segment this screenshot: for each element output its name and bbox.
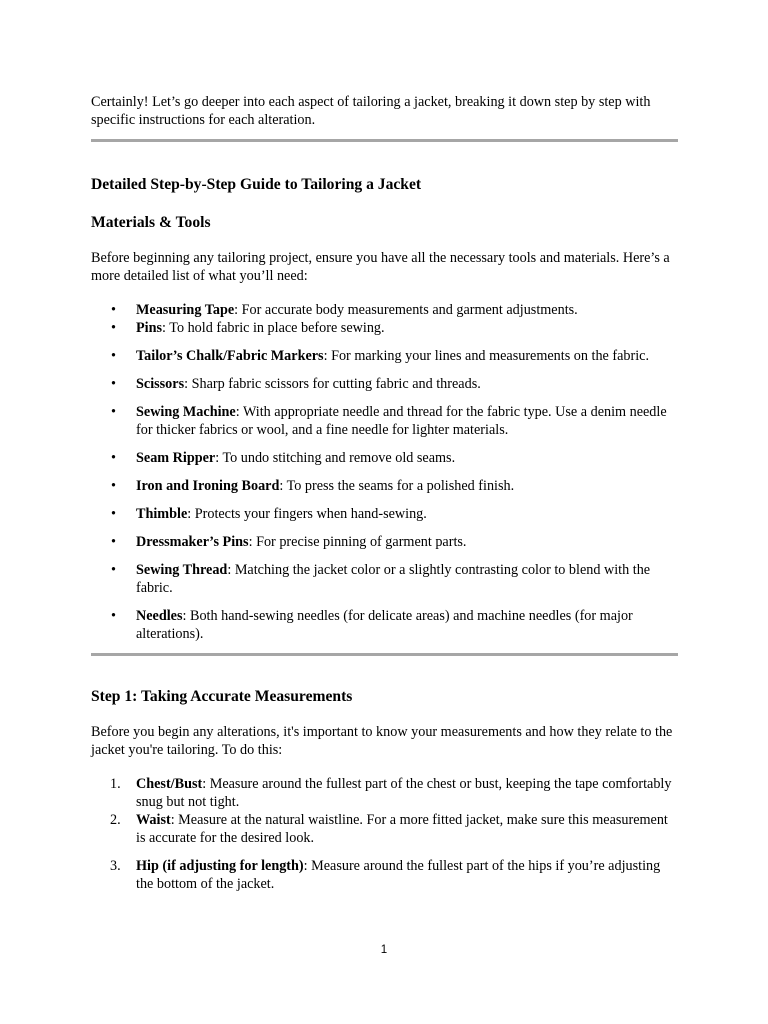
item-term: Scissors	[136, 376, 185, 392]
item-term: Sewing Thread	[136, 562, 228, 578]
item-desc: : For precise pinning of garment parts.	[248, 534, 467, 550]
materials-intro: Before beginning any tailoring project, ensure you have all the necessary tools and materials. Here’s a more detailed list of what you’ll need:	[91, 250, 670, 284]
item-desc: : For marking your lines and measurements on the fabric.	[323, 348, 650, 364]
item-term: Pins	[136, 320, 163, 336]
tools-list	[91, 301, 679, 643]
item-term: Seam Ripper	[136, 450, 216, 466]
item-desc: : With appropriate needle and thread for the fabric type. Use a denim needle for thicker fabrics or wool, and a fine needle for lighter materials.	[136, 404, 667, 438]
page-number: 1	[380, 944, 388, 956]
item-number: 3.	[110, 858, 121, 874]
bullet-icon: •	[111, 608, 116, 624]
list-item	[91, 857, 679, 893]
list-item	[91, 505, 679, 523]
item-number: 2.	[110, 812, 121, 828]
item-desc: : Sharp fabric scissors for cutting fabric and threads.	[184, 376, 481, 392]
step1-intro: Before you begin any alterations, it's important to know your measurements and how they relate to the jacket you're tailoring. To do this:	[91, 724, 673, 758]
bullet-icon: •	[111, 562, 116, 578]
document-title: Detailed Step-by-Step Guide to Tailoring a Jacket	[91, 176, 422, 193]
item-desc: : Matching the jacket color or a slightly contrasting color to blend with the fabric.	[136, 562, 651, 596]
item-term: Waist	[136, 812, 171, 828]
list-item	[91, 477, 679, 495]
item-term: Chest/Bust	[136, 776, 203, 792]
item-desc: : Measure at the natural waistline. For a more fitted jacket, make sure this measurement is accurate for the desired look.	[136, 812, 668, 846]
item-term: Sewing Machine	[136, 404, 236, 420]
list-item	[91, 403, 679, 439]
measurements-list	[91, 775, 679, 893]
bullet-icon: •	[111, 348, 116, 364]
list-item	[91, 449, 679, 467]
bullet-icon: •	[111, 534, 116, 550]
list-item	[91, 775, 679, 811]
list-item	[91, 301, 679, 319]
list-item	[91, 561, 679, 597]
item-desc: : Measure around the fullest part of the hips if you’re adjusting the bottom of the jacket.	[136, 858, 661, 892]
bullet-icon: •	[111, 302, 116, 318]
item-term: Measuring Tape	[136, 302, 235, 318]
item-desc: : To hold fabric in place before sewing.	[162, 320, 385, 336]
step1-heading: Step 1: Taking Accurate Measurements	[91, 688, 353, 705]
materials-heading: Materials & Tools	[91, 214, 211, 231]
list-item	[91, 533, 679, 551]
bullet-icon: •	[111, 404, 116, 420]
bullet-icon: •	[111, 320, 116, 336]
intro-paragraph: Certainly! Let’s go deeper into each aspect of tailoring a jacket, breaking it down step by step with specific instructions for each alteration.	[91, 94, 651, 128]
item-term: Iron and Ironing Board	[136, 478, 280, 494]
horizontal-rule	[91, 653, 678, 656]
item-desc: : Both hand-sewing needles (for delicate areas) and machine needles (for major alterations).	[136, 608, 633, 642]
item-term: Dressmaker’s Pins	[136, 534, 249, 550]
item-term: Thimble	[136, 506, 188, 522]
item-desc: : Measure around the fullest part of the chest or bust, keeping the tape comfortably snug but not tight.	[136, 776, 672, 810]
bullet-icon: •	[111, 450, 116, 466]
document-page	[91, 93, 679, 893]
list-item	[91, 375, 679, 393]
item-desc: : To undo stitching and remove old seams.	[215, 450, 456, 466]
item-term: Needles	[136, 608, 183, 624]
list-item	[91, 319, 679, 337]
horizontal-rule	[91, 139, 678, 142]
item-desc: : Protects your fingers when hand-sewing.	[187, 506, 427, 522]
bullet-icon: •	[111, 478, 116, 494]
item-number: 1.	[110, 776, 121, 792]
list-item	[91, 347, 679, 365]
item-desc: : To press the seams for a polished finish.	[279, 478, 515, 494]
item-term: Hip (if adjusting for length)	[136, 858, 304, 874]
item-term: Tailor’s Chalk/Fabric Markers	[136, 348, 324, 364]
bullet-icon: •	[111, 506, 116, 522]
list-item	[91, 607, 679, 643]
bullet-icon: •	[111, 376, 116, 392]
list-item	[91, 811, 679, 847]
item-desc: : For accurate body measurements and garment adjustments.	[234, 302, 578, 318]
